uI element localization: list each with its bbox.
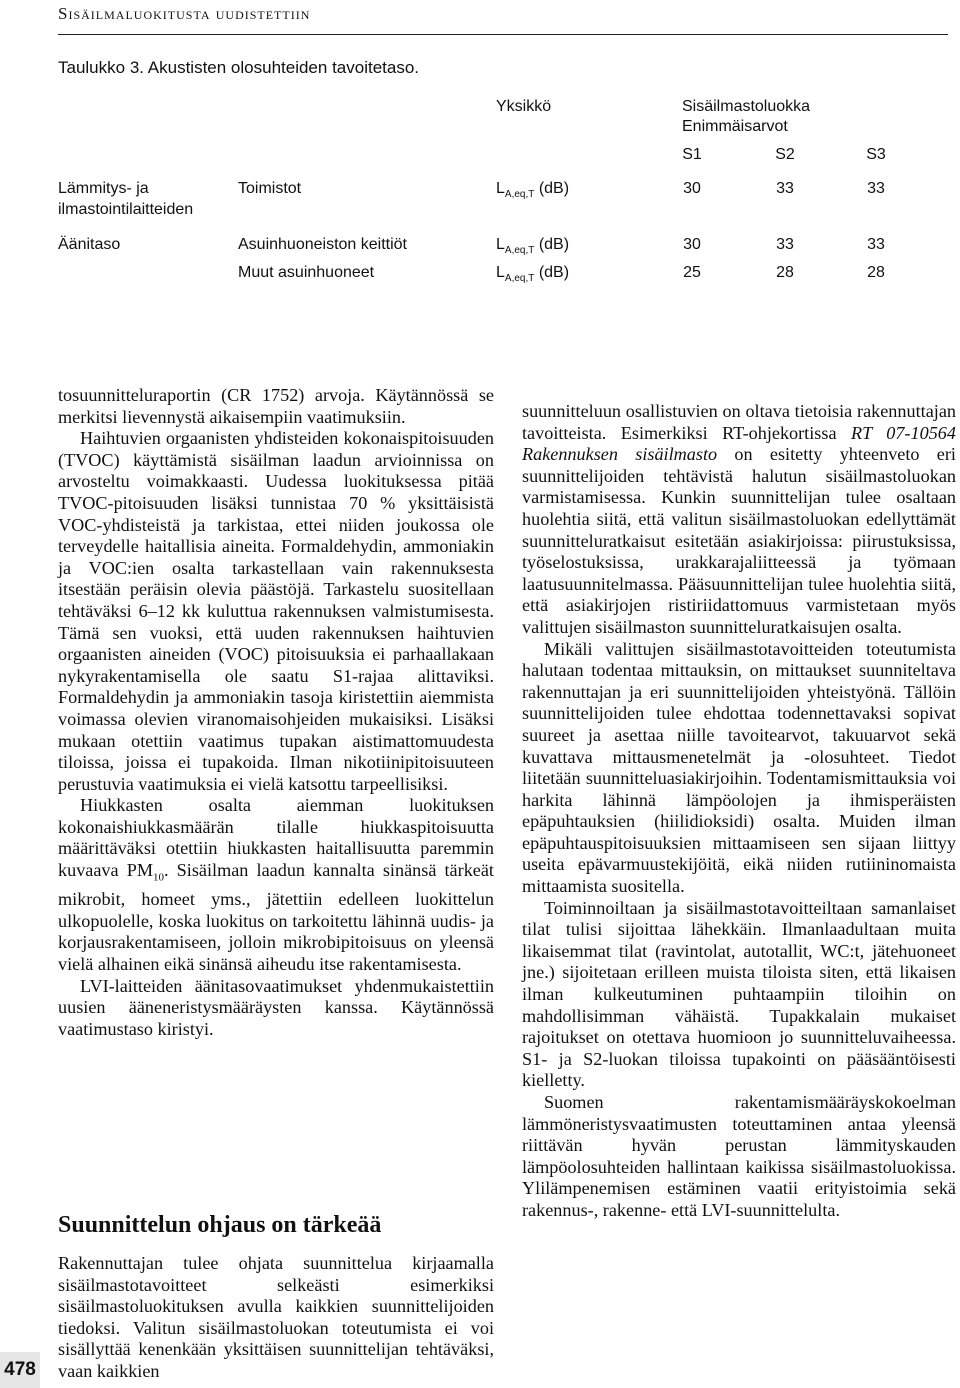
- paragraph: Mikäli valittujen sisäilmastotavoitteiden toteutumista halutaan todentaa mittauksin, on mittaukset suunniteltava rakennuttajan ja eri suunnittelijoiden yhteistyönä. Tällöin suunnittelijoiden tulee ehdottaa todennettavaksi sopivat suureet ja asettaa niille tavoitearvot, takuuarvot sekä kuvattava mittausmenetelmät ja -olosuhteet. Tiedot liitetään suunnitteluasiakirjoihin. Todentamismittauksia voi harkita lähinnä lämpöolojen ja ihmisperäisten epäpuhtauksien (hiilidioksidi) osalta. Muiden ilman epäpuhtauspitoisuuksien mittaamiseen sen sijaan liittyy useita epävarmuustekijöitä, eikä niiden rutiininomaista mittaamista suositella.: [522, 638, 956, 897]
- paragraph: Hiukkasten osalta aiemman luokituksen kokonaishiukkasmäärän tilalle hiukkaspitoisuutta määrittäväksi otettiin hiukkasten haitallisuutta paremmin kuvaava $PM_{10}$. Sisäilman laadun kannalta sinänsä tärkeät mikrobit, homeet yms., jätettiin edelleen luokittelun ulkopuolelle, koska luokitus on tarkoitettu lähinnä uudis- ja korjausrakentamiseen, jolloin mikrobipitoisuus on yleensä vielä alhainen eikä sinänsä aiheudu itse rakentamisesta.: [58, 795, 494, 975]
- table-row-group: Äänitaso: [58, 236, 121, 253]
- table-cell-value: 30: [683, 180, 701, 197]
- paragraph: Haihtuvien orgaanisten yhdisteiden kokonaispitoisuuden (TVOC) käyttämistä sisäilman laadun arvioinnissa on arvosteltu voimakkaasti. Uudessa luokituksessa pitää TVOC-pitoisuuden lisäksi tunnistaa 70 % yksittäisistä VOC-yhdisteistä ja tarkistaa, ettei niiden joukossa ole terveydelle haitallisia aineita. Formaldehydin, ammoniakin ja VOC:ien osalta tarkastellaan vain rakennuksesta itsestään peräisin olevia päästöjä. Tarkastelu suositellaan tehtäväksi 6–12 kk kuluttua rakennuksen valmistumisesta. Tämä sen vuoksi, että uuden rakennuksen haihtuvien orgaanisten aineiden (VOC) pitoisuuksia ei parhaallakaan nykyrakentamisella ole saatu S1-rajaa alittaviksi. Formaldehydin ja ammoniakin tasoja kiristettiin aiemmista voimassa olevien viranomaisohjeiden mukaisiksi. Lisäksi mukaan otettiin vaatimus tupakan aistimattomuudesta tiloissa, joissa ei tupakoida. Ilman nikotiinipitoisuuteen perustuvia vaatimuksia ei vielä katsottu tarpeellisiksi.: [58, 428, 494, 794]
- table-header-group-line1: Sisäilmastoluokka: [682, 98, 811, 115]
- left-column: [58, 385, 494, 1040]
- paragraph: Suomen rakentamismääräyskokoelman lämmöneristysvaatimusten toteuttaminen antaa yleensä riittävän hyvän perustan lämmityskauden lämpöolosuhteiden hallintaan kaikissa sisäilmastoluokissa. Ylilämpenemisen estäminen vaatii erityistoimia sekä rakennus-, rakenne- että LVI-suunnittelulta.: [522, 1092, 956, 1220]
- table-header-s1: S1: [682, 146, 702, 163]
- table-cell-value: 33: [867, 236, 885, 253]
- table-row-unit: $L_{A,eq,T}$ (dB): [496, 236, 570, 257]
- table-cell-value: 28: [867, 264, 885, 281]
- table-row-item: Toimistot: [238, 180, 302, 197]
- table-row-unit: $L_{A,eq,T}$ (dB): [496, 180, 570, 201]
- table-header-s3: S3: [866, 146, 886, 163]
- table-cell-value: 33: [867, 180, 885, 197]
- table-header-s2: S2: [775, 146, 795, 163]
- table-cell-value: 33: [776, 236, 794, 253]
- right-column: [522, 401, 956, 1222]
- running-header: Sisäilmaluokitusta uudistettiin: [58, 4, 311, 23]
- table-row-item: Muut asuinhuoneet: [238, 264, 375, 281]
- table-row-group: Lämmitys- ja ilmastointilaitteiden: [58, 180, 194, 218]
- paragraph: Rakennuttajan tulee ohjata suunnittelua kirjaamalla sisäilmastotavoitteet selkeästi esimerkiksi sisäilmastoluokituksen avulla kaikkien suunnittelijoiden tiedoksi. Valitun sisäilmastoluokan toteutumista ei voi sisällyttää kenenkään yksittäisen suunnittelijan tehtäväksi, vaan kaikkien: [58, 1253, 494, 1381]
- page-number: 478: [0, 1352, 40, 1388]
- table-cell-value: 30: [683, 236, 701, 253]
- left-column-lower: [58, 1253, 494, 1383]
- paragraph: suunnitteluun osallistuvien on oltava tietoisia rakennuttajan tavoitteista. Esimerkiksi RT-ohjekortissa RT 07-10564 Rakennuksen sisäilmasto on esitetty yhteenveto eri suunnittelijoiden tehtävistä halutun sisäilmastoluokan varmistamisessa. Kunkin suunnittelijan tulee osaltaan huolehtia siitä, että valitun sisäilmastoluokan edellyttämät suunnitteluratkaisut esitetään asiakirjoissa: piirustuksissa, työselostuksissa, urakkarajaliitteessä ja työmaan laatusuunnitelmassa. Pääsuunnittelijan tulee huolehtia siitä, että asiakirjojen ristiriidattomuus varmistetaan myös valittujen sisäilmaston suunnitteluratkaisujen osalta.: [522, 401, 956, 637]
- header-rule: [58, 34, 948, 35]
- table-header-unit: Yksikkö: [496, 98, 552, 115]
- table-caption: Taulukko 3. Akustisten olosuhteiden tavoitetaso.: [58, 58, 420, 77]
- paragraph: Toiminnoiltaan ja sisäilmastotavoitteiltaan samanlaiset tilat tulisi sijoittaa lähekkäin. Ilmanlaadultaan muita likaisemmat tilat (ravintolat, autotallit, WC:t, jätehuoneet jne.) sijoitetaan erilleen muista tiloista siten, että likaisen ilman kulkeutuminen puhtaampiin tiloihin on mahdollisimman vähäistä. Tupakkalain mukaiset rajoitukset on otettava huomioon jo suunnitteluvaiheessa. S1- ja S2-luokan tiloissa tupakointi on pääsääntöisesti kielletty.: [522, 897, 956, 1091]
- paragraph: tosuunnitteluraportin (CR 1752) arvoja. Käytännössä se merkitsi lievennystä aikaisempiin vaatimuksiin.: [58, 385, 494, 427]
- table-row-item: Asuinhuoneiston keittiöt: [238, 236, 407, 253]
- section-heading: Suunnittelun ohjaus on tärkeää: [58, 1212, 382, 1238]
- table-cell-value: 25: [683, 264, 701, 281]
- paragraph: LVI-laitteiden äänitasovaatimukset yhdenmukaistettiin uusien ääneneristysmääräysten kanssa. Käytännössä vaatimustaso kiristyi.: [58, 975, 494, 1039]
- table-header-group-line2: Enimmäisarvot: [682, 118, 788, 135]
- table-row-unit: $L_{A,eq,T}$ (dB): [496, 264, 570, 285]
- table-cell-value: 33: [776, 180, 794, 197]
- table-cell-value: 28: [776, 264, 794, 281]
